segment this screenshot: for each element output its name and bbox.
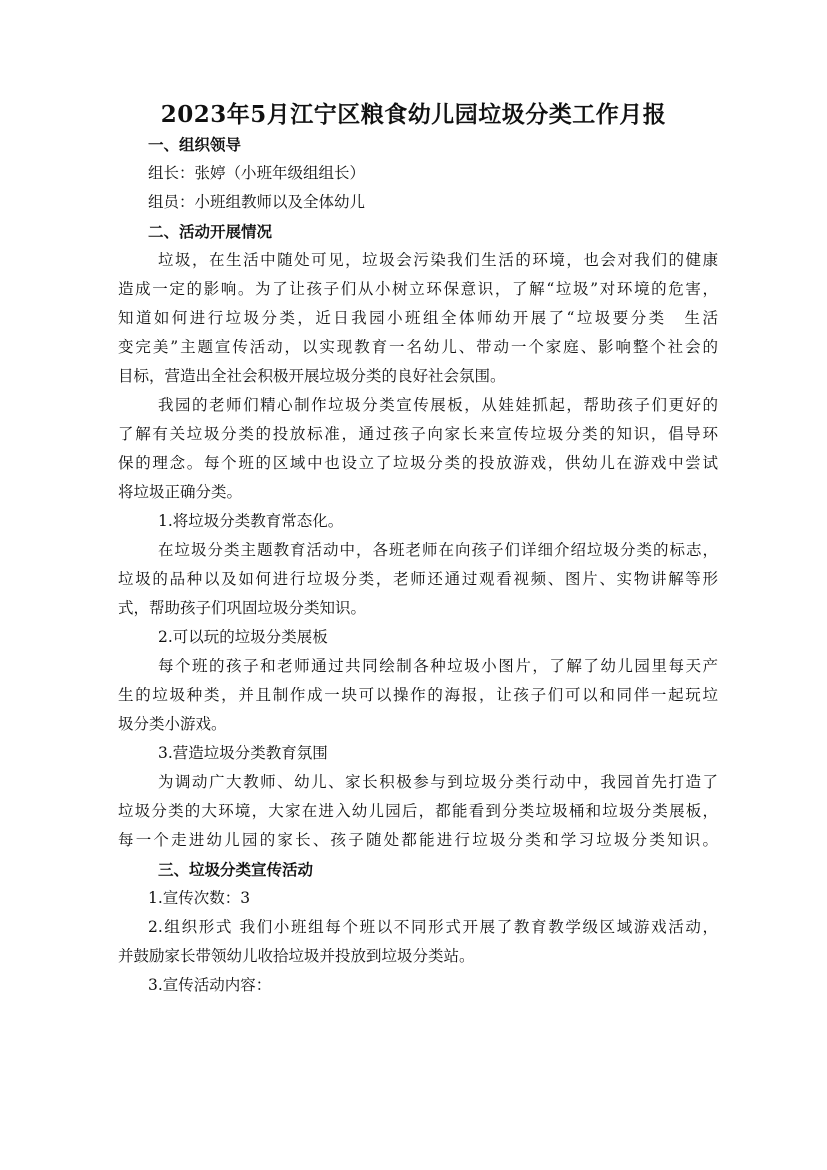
section-heading-organization: 一、组织领导 [148,135,242,154]
paragraph-line: 垃圾，在生活中随处可见，垃圾会污染我们生活的环境，也会对我们的健康 [158,251,718,269]
leader-line: 组长：张婷（小班年级组组长） [148,164,366,182]
paragraph-line: 我园的老师们精心制作垃圾分类宣传展板，从娃娃抓起，帮助孩子们更好的 [158,396,718,414]
paragraph-line: 变完美”主题宣传活动，以实现教育一名幼儿、带动一个家庭、影响整个社会的 [118,338,718,356]
paragraph-line: 圾分类小游戏。 [118,715,227,733]
paragraph-line: 生的垃圾种类，并且制作成一块可以操作的海报，让孩子们可以和同伴一起玩垃 [118,686,718,704]
paragraph-line: 将垃圾正确分类。 [118,483,243,501]
paragraph-line: 知道如何进行垃圾分类，近日我园小班组全体师幼开展了“垃圾要分类 生活 [118,309,718,327]
section-heading-activities: 二、活动开展情况 [148,222,273,241]
document-title: 2023年5月江宁区粮食幼儿园垃圾分类工作月报 [160,101,667,128]
subsection-heading-3: 3.营造垃圾分类教育氛围 [158,744,328,762]
paragraph-line: 垃圾的品种以及如何进行垃圾分类，老师还通过观看视频、图片、实物讲解等形 [118,570,718,588]
paragraph-line: 为调动广大教师、幼儿、家长积极参与到垃圾分类行动中，我园首先打造了 [158,773,718,791]
paragraph-line: 每个班的孩子和老师通过共同绘制各种垃圾小图片，了解了幼儿园里每天产 [158,657,718,675]
section-heading-publicity: 三、垃圾分类宣传活动 [158,860,314,879]
document-body [118,130,718,1000]
publicity-count-line: 1.宣传次数：3 [148,889,251,907]
paragraph-line: 2.组织形式 我们小班组每个班以不同形式开展了教育教学级区域游戏活动， [148,918,718,936]
paragraph-line: 在垃圾分类主题教育活动中，各班老师在向孩子们详细介绍垃圾分类的标志， [158,541,718,559]
paragraph-line: 造成一定的影响。为了让孩子们从小树立环保意识，了解“垃圾”对环境的危害， [118,280,718,298]
paragraph-line: 保的理念。每个班的区域中也设立了垃圾分类的投放游戏，供幼儿在游戏中尝试 [118,454,718,472]
paragraph-line: 式，帮助孩子们巩固垃圾分类知识。 [118,599,367,617]
paragraph-line: 了解有关垃圾分类的投放标准，通过孩子向家长来宣传垃圾分类的知识，倡导环 [118,425,718,443]
paragraph-line: 并鼓励家长带领幼儿收拾垃圾并投放到垃圾分类站。 [118,947,475,965]
subsection-heading-2: 2.可以玩的垃圾分类展板 [158,628,328,646]
paragraph-line: 垃圾分类的大环境，大家在进入幼儿园后，都能看到分类垃圾桶和垃圾分类展板， [118,802,718,820]
subsection-heading-1: 1.将垃圾分类教育常态化。 [158,512,344,530]
members-line: 组员：小班组教师以及全体幼儿 [148,193,366,211]
paragraph-line: 每一个走进幼儿园的家长、孩子随处都能进行垃圾分类和学习垃圾分类知识。 [118,831,718,849]
publicity-content-line: 3.宣传活动内容： [148,976,272,994]
paragraph-line: 目标，营造出全社会积极开展垃圾分类的良好社会氛围。 [118,367,506,385]
